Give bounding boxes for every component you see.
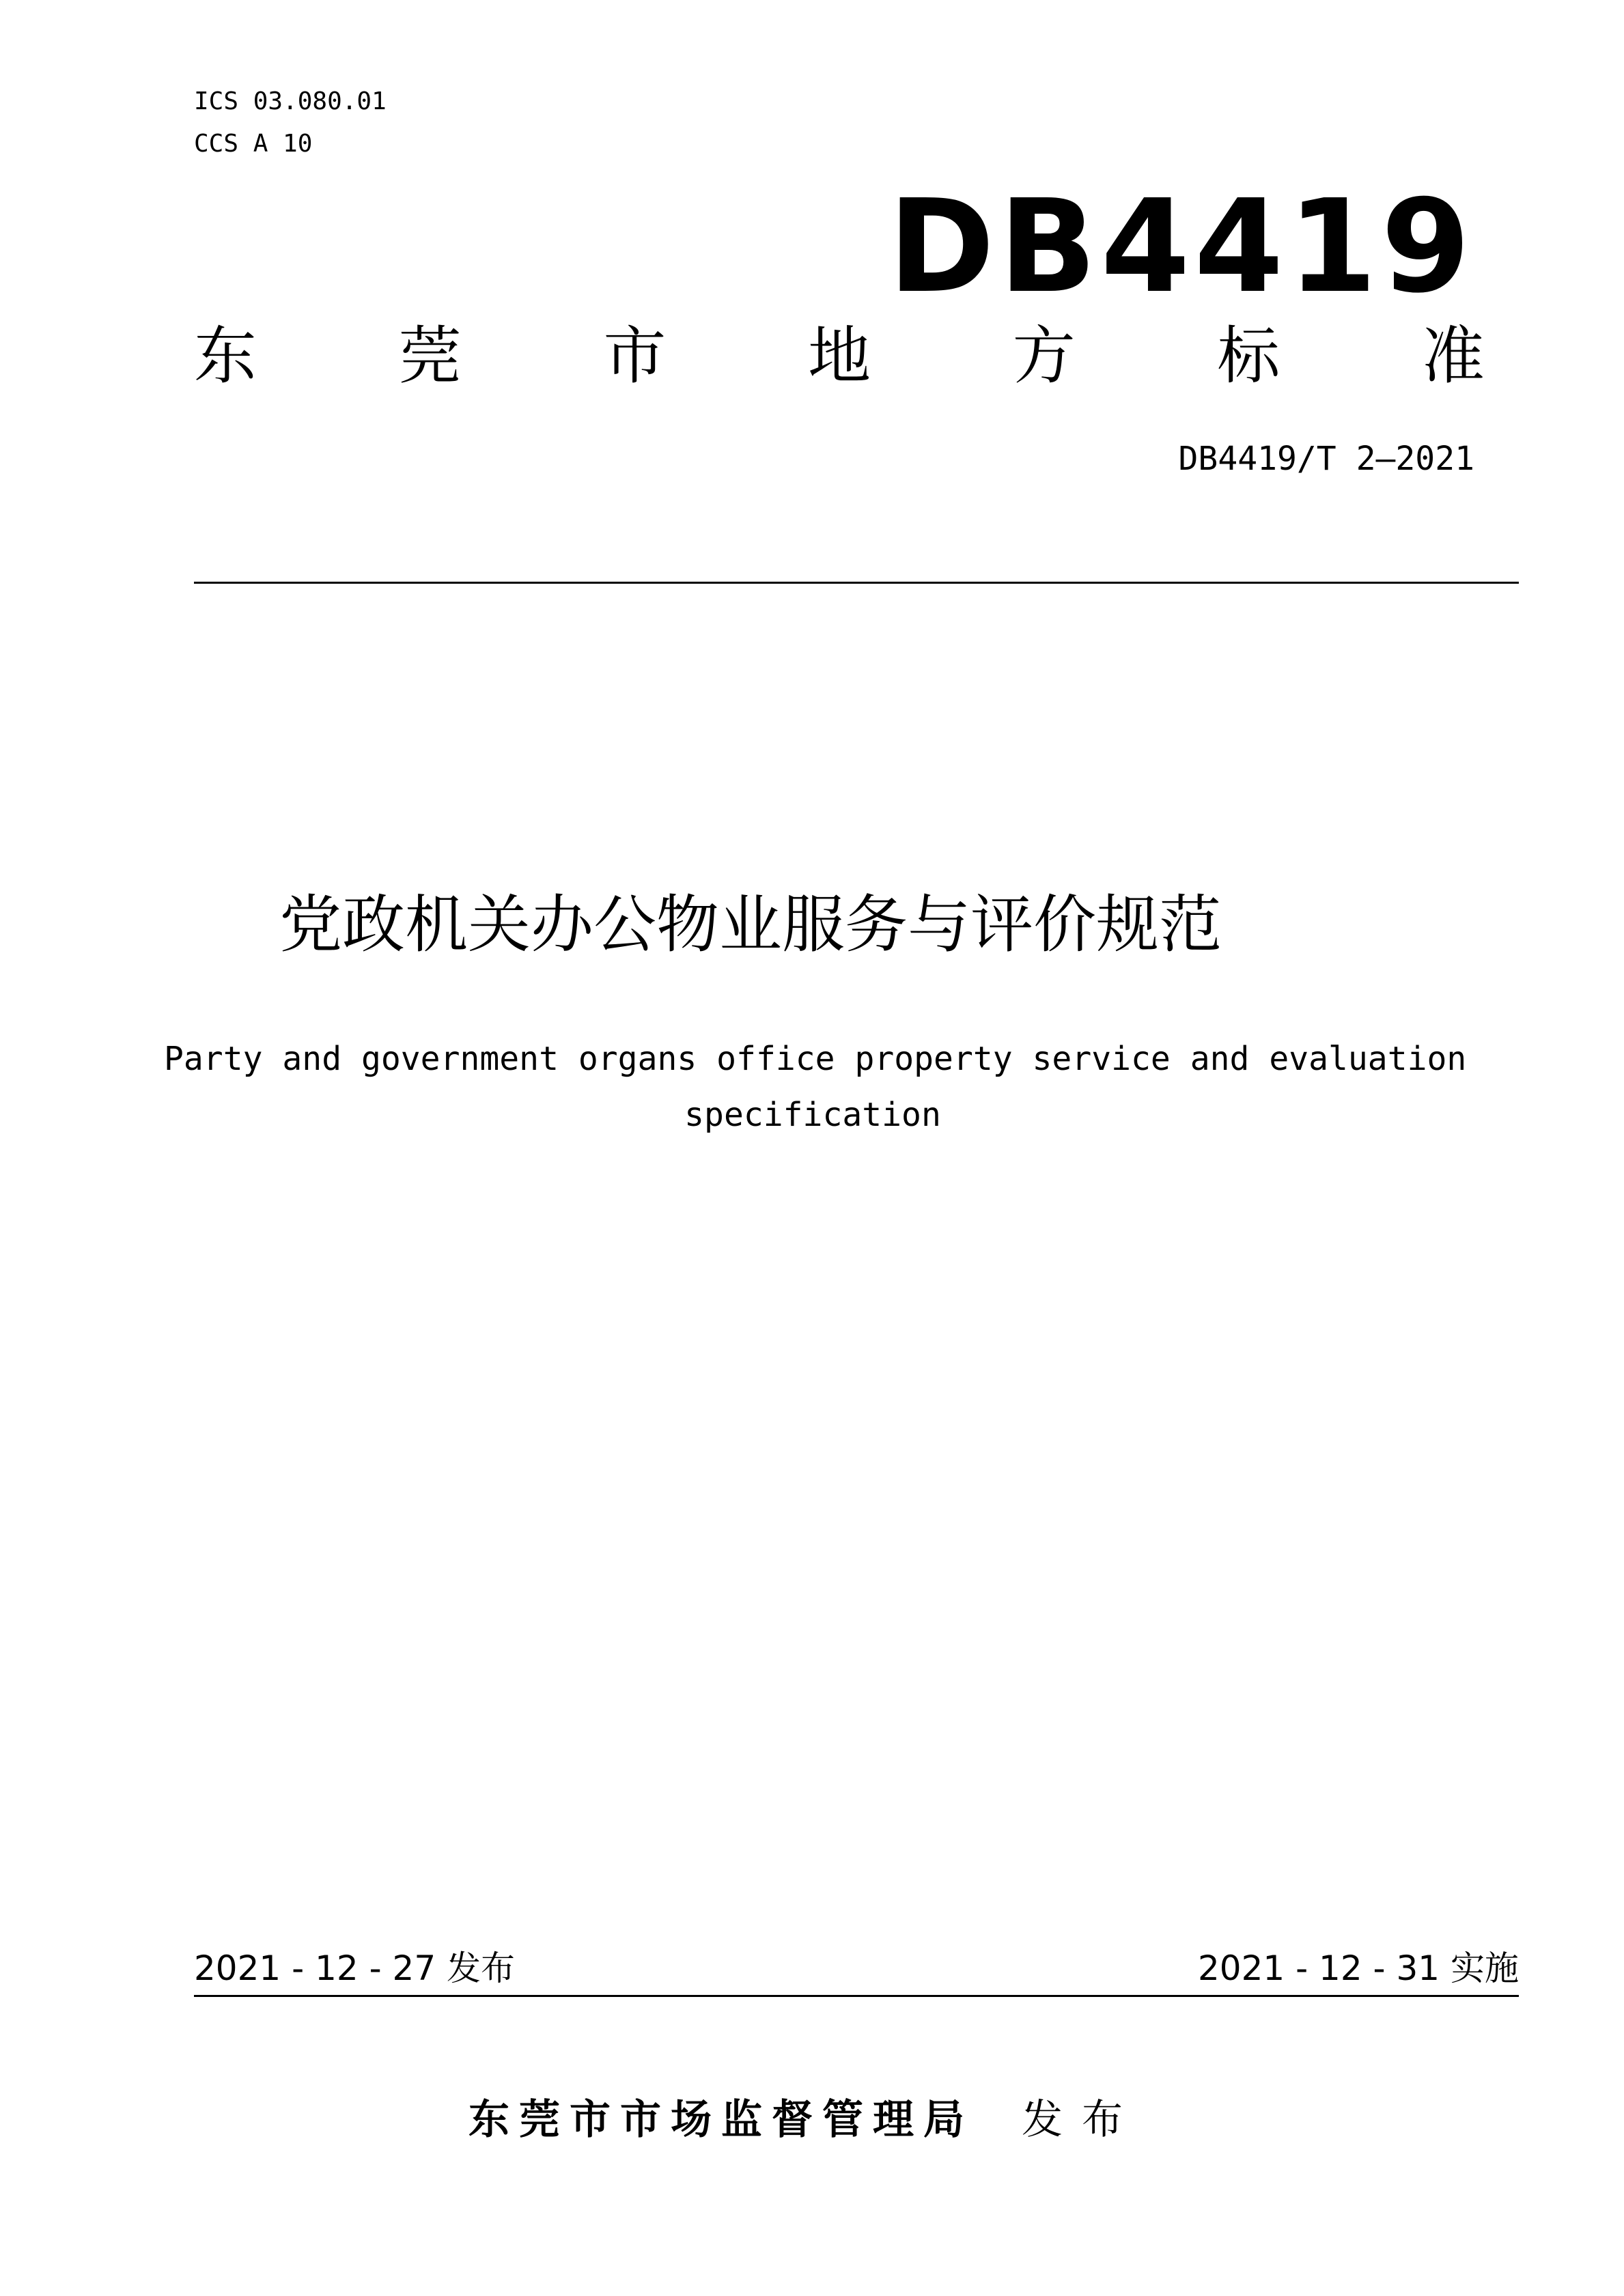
ccs-code: CCS A 10 bbox=[194, 130, 313, 158]
standard-type-char: 市 bbox=[603, 320, 667, 393]
ics-code: ICS 03.080.01 bbox=[194, 87, 387, 115]
title-chinese: 党政机关办公物业服务与评价规范 bbox=[279, 888, 1222, 961]
standard-code: DB4419 bbox=[888, 172, 1474, 322]
standard-type-char: 地 bbox=[807, 320, 871, 393]
issuer-organization: 东莞市市场监督管理局 bbox=[468, 2096, 974, 2144]
implement-date: 2021 - 12 - 31 实施 bbox=[1197, 1948, 1519, 1988]
standard-type-char: 莞 bbox=[398, 320, 462, 393]
standard-type-char: 准 bbox=[1421, 320, 1485, 393]
standard-number: DB4419/T 2—2021 bbox=[1178, 440, 1474, 478]
title-english-line: specification bbox=[684, 1096, 941, 1134]
standard-type-char: 东 bbox=[194, 320, 257, 393]
issuer bbox=[0, 2089, 1624, 2151]
title-english bbox=[164, 1031, 1467, 1143]
classification-codes bbox=[194, 81, 387, 165]
standard-type bbox=[194, 315, 1485, 397]
dates-divider bbox=[194, 1995, 1519, 1997]
header-divider bbox=[194, 582, 1519, 584]
standard-type-char: 标 bbox=[1217, 320, 1280, 393]
standard-type-char: 方 bbox=[1012, 320, 1076, 393]
publish-date: 2021 - 12 - 27 发布 bbox=[194, 1948, 516, 1988]
issuer-action: 发布 bbox=[1022, 2096, 1142, 2144]
title-english-line: Party and government organs office property service and evaluation bbox=[164, 1040, 1467, 1078]
